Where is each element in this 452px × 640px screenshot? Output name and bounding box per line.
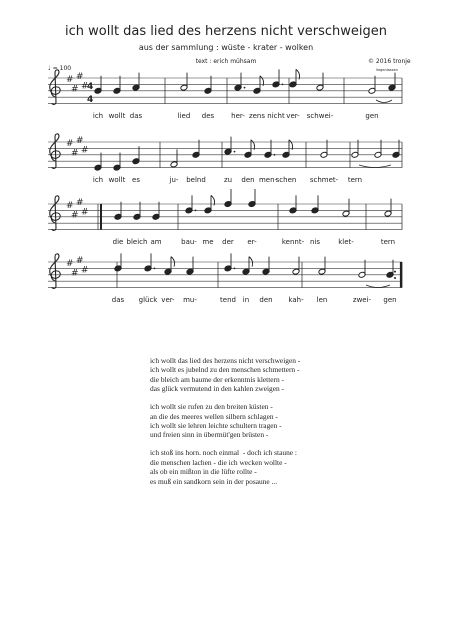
augmentation-dot	[234, 268, 236, 270]
staff-system	[48, 69, 402, 120]
author-note: liegenlassen	[376, 68, 398, 72]
song-title: ich wollt das lied des herzens nicht verschweigen	[65, 24, 387, 39]
sharp-sign: #	[66, 139, 74, 149]
lyric-syllable: wollt	[108, 176, 126, 184]
treble-clef	[50, 196, 60, 231]
note-flag	[171, 257, 175, 267]
sharp-sign: #	[81, 145, 89, 156]
lyric-syllable: klet-	[338, 238, 354, 246]
lyric-syllable: gen	[365, 112, 379, 120]
lyric-syllable: glück	[138, 296, 158, 304]
lyric-syllable: gen	[383, 296, 397, 304]
song-subtitle: aus der sammlung : wüste - krater - wolken	[138, 43, 314, 52]
sharp-sign: #	[81, 207, 89, 218]
poem-line: an die des meeres wellen silbern schlagen -	[150, 411, 278, 421]
lyric-syllable: me	[202, 238, 214, 246]
lyric-syllable: in	[242, 296, 250, 304]
lyric-syllable: len	[316, 296, 328, 304]
lyric-syllable: der	[222, 238, 234, 246]
sharp-sign: #	[71, 210, 79, 221]
poem-line: ich stoß ins horn. noch einmal - doch ich staune :	[150, 448, 297, 458]
lyric-syllable: men-	[258, 176, 278, 184]
sharp-sign: #	[76, 255, 84, 266]
lyric-syllable: her-	[231, 112, 245, 120]
tempo-marking: ♩ = 100	[48, 65, 72, 72]
lyric-syllable: tend	[220, 296, 236, 304]
lyric-syllable: kennt-	[281, 238, 305, 246]
lyric-syllable: das	[129, 112, 143, 120]
lyric-syllable: die	[112, 238, 124, 246]
lyric-syllable: ju-	[169, 176, 179, 184]
poem-line: das glück vermutend in den kahlen zweigen -	[150, 384, 285, 394]
lyric-syllable: tern	[347, 176, 363, 184]
lyric-syllable: kah-	[288, 296, 304, 304]
lyric-syllable: tern	[380, 238, 396, 246]
repeat-dot	[394, 271, 396, 273]
lyric-syllable: ich	[92, 176, 104, 184]
poem-line: ich wollt es jubelnd zu den menschen schmettern -	[150, 365, 300, 375]
lyric-syllable: nis	[309, 238, 321, 246]
repeat-dot	[394, 277, 396, 279]
text-credit: text : erich mühsam	[195, 58, 257, 65]
poem-text	[150, 356, 300, 495]
tie	[366, 285, 390, 288]
sharp-sign: #	[76, 197, 84, 208]
lyric-syllable: zwei-	[352, 296, 372, 304]
poem-line: die bleich am baume der erkenntnis klettern -	[150, 374, 285, 384]
lyric-syllable: belnd	[186, 176, 206, 184]
poem-stanza	[150, 402, 300, 440]
poem-line: und freien sinn in übermüt'gen brüsten -	[150, 430, 269, 440]
sharp-sign: #	[76, 71, 84, 82]
lyric-syllable: nicht	[267, 112, 285, 120]
poem-line: ich wollt das lied des herzens nicht verschweigen -	[150, 356, 301, 365]
lyric-syllable: das	[111, 296, 125, 304]
lyric-syllable: lied	[177, 112, 191, 120]
sharp-sign: #	[71, 268, 79, 279]
augmentation-dot	[244, 87, 246, 89]
lyric-syllable: den	[241, 176, 255, 184]
sharp-sign: #	[81, 265, 89, 276]
augmentation-dot	[282, 84, 284, 86]
lyric-syllable: wollt	[108, 112, 126, 120]
augmentation-dot	[274, 154, 276, 156]
lyric-syllable: ver-	[161, 296, 175, 304]
augmentation-dot	[154, 268, 156, 270]
staves	[48, 69, 402, 304]
staff-system	[48, 134, 402, 184]
poem-line: als ob ein mißton in die lüfte rollte -	[150, 467, 257, 477]
lyric-syllable: zens	[248, 112, 266, 120]
lyric-syllable: bleich	[126, 238, 148, 246]
sharp-sign: #	[66, 75, 74, 85]
note-flag	[249, 257, 253, 267]
augmentation-dot	[195, 210, 197, 212]
copyright-notice: © 2016 tronje	[368, 58, 411, 65]
lyric-syllable: schwei-	[306, 112, 334, 120]
treble-clef	[50, 254, 60, 289]
lyric-syllable: er-	[247, 238, 257, 246]
lyric-syllable: schmet-	[309, 176, 339, 184]
tie	[359, 165, 391, 168]
poem-stanza	[150, 356, 300, 394]
sharp-sign: #	[71, 84, 79, 95]
sharp-sign: #	[76, 135, 84, 146]
treble-clef	[50, 134, 60, 169]
poem-stanza	[150, 448, 300, 486]
staff-system	[48, 253, 402, 304]
lyric-syllable: bau-	[181, 238, 197, 246]
time-signature-bottom: 4	[87, 95, 94, 105]
time-signature-top: 4	[87, 82, 94, 92]
lyric-syllable: des	[201, 112, 215, 120]
lyric-syllable: den	[259, 296, 273, 304]
sharp-sign: #	[66, 201, 74, 211]
lyric-syllable: ich	[92, 112, 104, 120]
poem-line: ich wollt sie lehren leichte schultern tragen -	[150, 421, 282, 431]
augmentation-dot	[234, 151, 236, 153]
poem-line: es muß ein sandkorn sein in der posaune ...	[150, 476, 278, 486]
sharp-sign: #	[71, 148, 79, 159]
poem-line: ich wollt sie rufen zu den breiten küsten -	[150, 402, 273, 412]
lyric-syllable: zu	[223, 176, 233, 184]
tie	[376, 100, 392, 103]
sharp-sign: #	[66, 259, 74, 269]
staff-system	[48, 189, 402, 246]
lyric-syllable: es	[132, 176, 140, 184]
lyric-syllable: schen	[275, 176, 297, 184]
lyric-syllable: am	[150, 238, 162, 246]
sharp-sign: #	[81, 81, 89, 92]
poem-line: die menschen lachen - die ich wecken wollte -	[150, 457, 287, 467]
lyric-syllable: mu-	[183, 296, 197, 304]
lyric-syllable: ver-	[286, 112, 300, 120]
treble-clef	[50, 70, 60, 105]
